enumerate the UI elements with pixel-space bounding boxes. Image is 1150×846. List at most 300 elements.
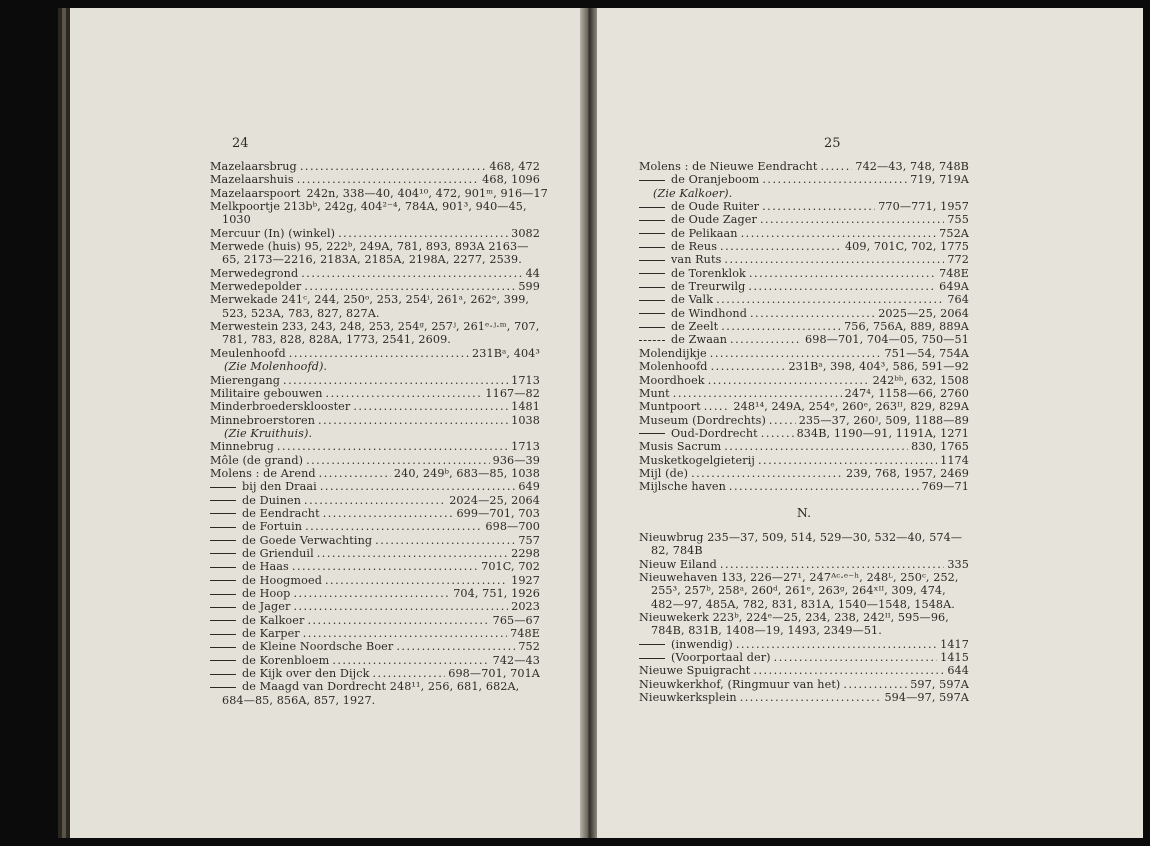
entry-term [210,347,286,360]
leader-dots [293,587,450,600]
entry-references: 133, 226—27¹, 247ᴬᶜ·ᵉ⁻ʰ, 248ᴸ, 250ᶜ, 252, 255³, 257ᵇ, 258ᵃ, 260ᵈ, 261ᵉ, 263ᵍ, 264ˣᴵᴵ, 309, 474, 482—97, 485A, 782, 831, 831A, 1540—1548, 1548A. [651,570,959,611]
entry-term: Nieuwbrug [639,530,704,544]
entry-term [639,414,766,427]
index-entry [639,651,969,664]
entry-term [210,440,274,453]
repeat-dash [210,580,236,581]
entry-term-text: Mazelaarsbrug [210,160,297,173]
index-entry [639,664,969,677]
see-reference: (Zie Kalkoer). [653,186,733,200]
entry-term-text: de Goede Verwachting [242,533,373,547]
leader-dots [292,560,478,573]
leader-dots [303,627,507,640]
entry-term [639,374,705,387]
leader-dots [820,160,852,173]
entry-term [210,507,320,520]
entry-term-text: de Hoogmoed [242,573,322,587]
index-entry [210,280,540,293]
entry-references: 1415 [940,651,969,665]
leader-dots [753,664,944,677]
entry-references: 936—39 [492,453,540,467]
entry-term-text: Munt [639,386,670,400]
leader-dots [740,691,882,704]
entry-term [210,547,314,560]
index-entry [639,307,969,320]
entry-term [639,400,701,413]
entry-term [210,654,329,667]
entry-term [210,520,302,533]
entry-term-text: van Ruts [671,253,722,267]
entry-term-text: de Fortuin [242,520,303,534]
leader-dots [720,240,842,253]
leader-dots [375,534,515,547]
repeat-dash [210,540,236,541]
entry-references: 756, 756A, 889, 889A [844,320,969,334]
entry-term [210,454,303,467]
entry-term-text: de Torenklok [671,266,746,280]
entry-term [639,293,713,306]
entry-term-text: de Karper [242,627,300,641]
entry-term-text: Molens : de Nieuwe Eendracht [639,160,818,173]
entry-term [210,467,316,480]
leader-dots [317,547,508,560]
entry-term-text: Minderbroedersklooster [210,400,351,414]
leader-dots [708,374,870,387]
entry-term [210,614,304,627]
repeat-dash [210,620,236,621]
leader-dots [323,507,454,520]
entry-term-text: Mazelaarspoort [210,186,301,200]
index-column [210,160,548,707]
leader-dots [720,558,944,571]
index-entry [210,267,540,280]
entry-term: Nieuwehaven [639,570,718,584]
leader-dots [758,454,937,467]
entry-term-text: Minnebroerstoren [210,413,316,427]
index-entry [210,186,548,200]
entry-references: 599 [518,280,540,294]
entry-references: 748E [939,266,969,280]
entry-term [639,360,708,373]
index-entry [639,440,969,453]
leader-dots [691,467,843,480]
entry-term [639,227,738,240]
repeat-dash [639,340,665,341]
entry-term [639,333,727,346]
index-entry [210,587,540,600]
index-entry [210,614,540,627]
leader-dots [761,427,794,440]
entry-references: 223ᵇ, 224ᵉ—25, 234, 238, 242ᴵᴵ, 595—96, 784B, 831B, 1408—19, 1493, 2349—51. [651,611,949,638]
index-entry [210,173,540,186]
left-page [70,8,580,838]
entry-references: 834B, 1190—91, 1191A, 1271 [796,426,969,440]
entry-term [639,440,721,453]
index-entry [210,654,540,667]
entry-term [210,627,300,640]
entry-references: 742—43, 748, 748B [855,160,969,173]
leader-dots [710,347,882,360]
leader-dots [305,520,482,533]
entry-term-text: Musis Sacrum [639,440,722,454]
entry-references: 649 [518,480,540,494]
leader-dots [304,494,446,507]
index-entry [639,400,969,413]
entry-term [639,467,688,480]
entry-references: 2024—25, 2064 [449,493,540,507]
entry-term-text: Nieuwkerkhof, (Ringmuur van het) [639,677,841,691]
index-entry [210,374,540,387]
entry-references: 719, 719A [910,173,969,187]
entry-references: 752 [518,640,540,654]
see-reference: (Zie Molenhoofd). [224,360,328,374]
index-entry [639,558,969,571]
entry-references: 1713 [511,373,540,387]
entry-references: 242n, 338—40, 404¹⁰, 472, 901ᵐ, 916—17 [306,186,548,200]
leader-dots [320,480,516,493]
repeat-dash [639,273,665,274]
repeat-dash [210,567,236,568]
entry-references: 248¹⁴, 249A, 254ᵉ, 260ᵉ, 263ᴵᴵ, 829, 829A [733,400,969,414]
entry-term [210,187,301,200]
entry-references: 241ᶜ, 244, 250ᵒ, 253, 254ⁱ, 261ᵃ, 262ᵉ, 399, 523, 523A, 783, 827, 827A. [222,293,530,320]
leader-dots [749,267,936,280]
index-entry [210,560,540,573]
entry-term-text: Mazelaarshuis [210,173,294,187]
entry-term [210,600,290,613]
entry-term [210,640,393,653]
index-entry [210,200,540,227]
entry-term-text: de Reus [671,240,718,254]
index-entry [210,387,540,400]
index-entry [210,680,540,707]
leader-dots [729,480,919,493]
repeat-dash [210,487,236,488]
leader-dots [673,387,842,400]
index-entry [639,374,969,387]
index-entry [210,400,540,413]
leader-dots [748,280,936,293]
leader-dots [716,293,944,306]
entry-term: Melkpoortje [210,200,281,214]
leader-dots [353,400,508,413]
entry-references: 248¹¹, 256, 681, 682A, 684—85, 856A, 857, 1927. [222,680,520,707]
entry-term-text: de Zeelt [671,320,719,334]
leader-dots [289,347,469,360]
entry-references: 765—67 [492,613,540,627]
entry-term [210,667,369,680]
repeat-dash [210,647,236,648]
entry-references: 764 [947,293,969,307]
entry-term [639,558,717,571]
leader-dots [736,638,937,651]
entry-term-text: Molenhoofd [639,360,708,374]
index-entry [639,227,969,240]
entry-term: de Maagd van Dordrecht [242,680,387,694]
entry-term [210,267,298,280]
section-letter: N. [796,504,812,520]
entry-term [210,414,315,427]
entry-references: 1927 [511,573,540,587]
index-entry [210,160,540,173]
entry-term [639,213,757,226]
index-entry [210,534,540,547]
page-number: 25 [824,136,841,151]
index-entry [210,293,540,320]
leader-dots [307,614,489,627]
index-entry [210,627,540,640]
entry-references: 1417 [940,637,969,651]
entry-term-text: (Voorportaal der) [671,651,771,665]
index-entry [639,320,969,333]
index-entry [639,360,969,373]
entry-references: 698—701, 704—05, 750—51 [805,333,969,347]
entry-term [639,280,745,293]
entry-references: 748E [510,627,540,641]
entry-term [210,387,323,400]
entry-references: 752A [939,226,969,240]
leader-dots [396,640,515,653]
entry-term: Merwestein [210,320,279,334]
index-entry [210,240,540,267]
entry-term-text: (inwendig) [671,637,733,651]
index-entry [210,320,540,347]
entry-term [639,480,726,493]
entry-references: 644 [947,664,969,678]
leader-dots [762,173,907,186]
entry-term-text: de Grienduil [242,546,314,560]
entry-references: 699—701, 703 [456,506,540,520]
entry-references: 830, 1765 [911,440,969,454]
repeat-dash [639,260,665,261]
entry-term-text: de Kleine Noordsche Boer [242,640,394,654]
index-entry [639,347,969,360]
entry-term [639,651,771,664]
index-entry [639,267,969,280]
entry-term [210,494,301,507]
index-entry [639,280,969,293]
entry-references: 468, 1096 [482,173,540,187]
index-entry [639,240,969,253]
repeat-dash [210,687,236,688]
leader-dots [750,307,875,320]
index-entry [639,691,969,704]
entry-references: 213bᵇ, 242g, 404²⁻⁴, 784A, 901³, 940—45, 1030 [222,200,527,227]
index-entry [639,427,969,440]
entry-term-text: de Eendracht [242,506,320,520]
entry-term-text: Mijl (de) [639,466,689,480]
entry-term [639,173,759,186]
entry-term: Nieuwekerk [639,611,709,624]
leader-dots [769,414,796,427]
entry-term-text: Minnebrug [210,440,274,454]
entry-term: Merwede (huis) [210,240,301,254]
repeat-dash [210,527,236,528]
index-entry [639,213,969,226]
page-number: 24 [232,136,249,151]
entry-term-text: Nieuwkerksplein [639,691,737,705]
index-column [639,160,969,704]
index-entry [210,600,540,613]
entry-term: Merwekade [210,293,278,307]
entry-references: 240, 249ᵇ, 683—85, 1038 [393,466,540,480]
entry-term-text: Museum (Dordrechts) [639,413,766,427]
repeat-dash [210,594,236,595]
entry-references: 769—71 [921,480,969,494]
leader-dots [306,454,490,467]
index-entry [639,480,969,493]
repeat-dash [639,180,665,181]
entry-term-text: Meulenhoofd [210,346,286,360]
index-entry [639,160,969,173]
leader-dots [332,654,489,667]
entry-references: 335 [947,557,969,571]
index-entry [639,173,969,186]
repeat-dash [210,607,236,608]
repeat-dash [639,300,665,301]
entry-term [639,387,670,400]
book-edge-inner [62,8,66,838]
index-entry [210,520,540,533]
index-entry [210,454,540,467]
entry-references: 772 [947,253,969,267]
index-entry [210,227,540,240]
entry-term [210,574,322,587]
entry-term-text: Moordhoek [639,373,705,387]
index-entry [210,494,540,507]
repeat-dash [639,433,665,434]
leader-dots [338,227,508,240]
index-entry [639,611,969,638]
entry-term [639,678,840,691]
repeat-dash [210,674,236,675]
leader-dots [372,667,445,680]
repeat-dash [639,207,665,208]
entry-references: 242ᵇʰ, 632, 1508 [872,373,969,387]
entry-references: 751—54, 754A [884,346,969,360]
entry-references: 44 [525,266,540,280]
leader-dots [843,678,907,691]
entry-term-text: Môle (de grand) [210,453,304,467]
entry-term-text: Mijlsche haven [639,480,726,494]
entry-term [639,240,717,253]
entry-term [210,400,350,413]
leader-dots [704,400,731,413]
entry-references: 468, 472 [489,160,540,173]
entry-references: 755 [947,213,969,227]
entry-term [210,160,297,173]
entry-term-text: Muntpoort [639,400,701,414]
entry-term [210,534,372,547]
entry-references: 247⁴, 1158—66, 2760 [844,386,969,400]
entry-term-text: de Kijk over den Dijck [242,667,370,681]
entry-term-text: de Windhond [671,306,747,320]
right-page [597,8,1143,838]
entry-term-text: Musketkogelgieterij [639,453,755,467]
entry-term-text: bij den Draai [242,480,317,494]
entry-term-text: de Hoop [242,587,291,600]
index-entry [639,414,969,427]
index-entry [210,640,540,653]
entry-references: 3082 [511,226,540,240]
entry-term [639,638,733,651]
entry-references: 594—97, 597A [884,691,969,705]
entry-references: 597, 597A [910,677,969,691]
entry-term-text: de Jager [242,600,291,614]
entry-references: 1174 [940,453,969,467]
index-entry [210,347,540,360]
repeat-dash [210,634,236,635]
entry-term [210,173,294,186]
entry-references: 239, 768, 1957, 2469 [846,466,969,480]
entry-references: 698—700 [485,520,540,534]
leader-dots [741,227,937,240]
entry-term-text: Mercuur (In) (winkel) [210,226,336,240]
entry-term-text: de Treurwilg [671,280,746,294]
entry-references: 235—37, 509, 514, 529—30, 532—40, 574—82, 784B [651,530,963,558]
leader-dots [277,440,508,453]
entry-references: 1481 [511,400,540,414]
entry-term-text: de Kalkoer [242,613,305,627]
entry-references: 2298 [511,546,540,560]
leader-dots [724,253,944,266]
see-reference: (Zie Kruithuis). [224,426,313,440]
index-entry [639,531,969,558]
book-gutter [580,8,597,838]
entry-term [639,160,817,173]
repeat-dash [210,500,236,501]
entry-term-text: de Zwaan [671,333,728,347]
entry-term-text: de Oude Ruiter [671,200,760,214]
entry-term [639,267,746,280]
entry-term [639,691,737,704]
entry-references: 2023 [511,600,540,614]
entry-term-text: de Pelikaan [671,226,738,240]
entry-references: 235—37, 260ʲ, 509, 1188—89 [798,413,969,427]
leader-dots [325,574,508,587]
entry-references: 2025—25, 2064 [878,306,969,320]
entry-references: 1167—82 [485,386,540,400]
entry-term-text: Molens : de Arend [210,466,316,480]
repeat-dash [639,644,665,645]
entry-term [210,227,335,240]
entry-references: 704, 751, 1926 [453,587,540,600]
entry-references: 409, 701C, 702, 1775 [844,240,969,254]
index-entry [210,440,540,453]
index-entry [639,638,969,651]
entry-term-text: de Korenbloem [242,653,330,667]
entry-term-text: Nieuwe Spuigracht [639,664,751,678]
entry-term-text: de Haas [242,560,289,574]
leader-dots [318,414,508,427]
entry-references: 770—771, 1957 [878,200,969,214]
index-entry [639,571,969,611]
entry-term [210,560,289,573]
leader-dots [300,160,487,173]
entry-references: 1038 [511,413,540,427]
leader-dots [711,360,786,373]
repeat-dash [639,313,665,314]
entry-term [639,200,759,213]
leader-dots [297,173,479,186]
repeat-dash [639,233,665,234]
entry-term-text: Merwedegrond [210,266,299,280]
entry-references: 233, 243, 248, 253, 254ᵍ, 257ʲ, 261ᵉ·ʲ·ᵐ, 707, 781, 783, 828, 828A, 1773, 2541, 2609. [222,320,540,347]
leader-dots [760,213,944,226]
entry-term [210,374,280,387]
index-entry [639,678,969,691]
entry-term [639,307,747,320]
